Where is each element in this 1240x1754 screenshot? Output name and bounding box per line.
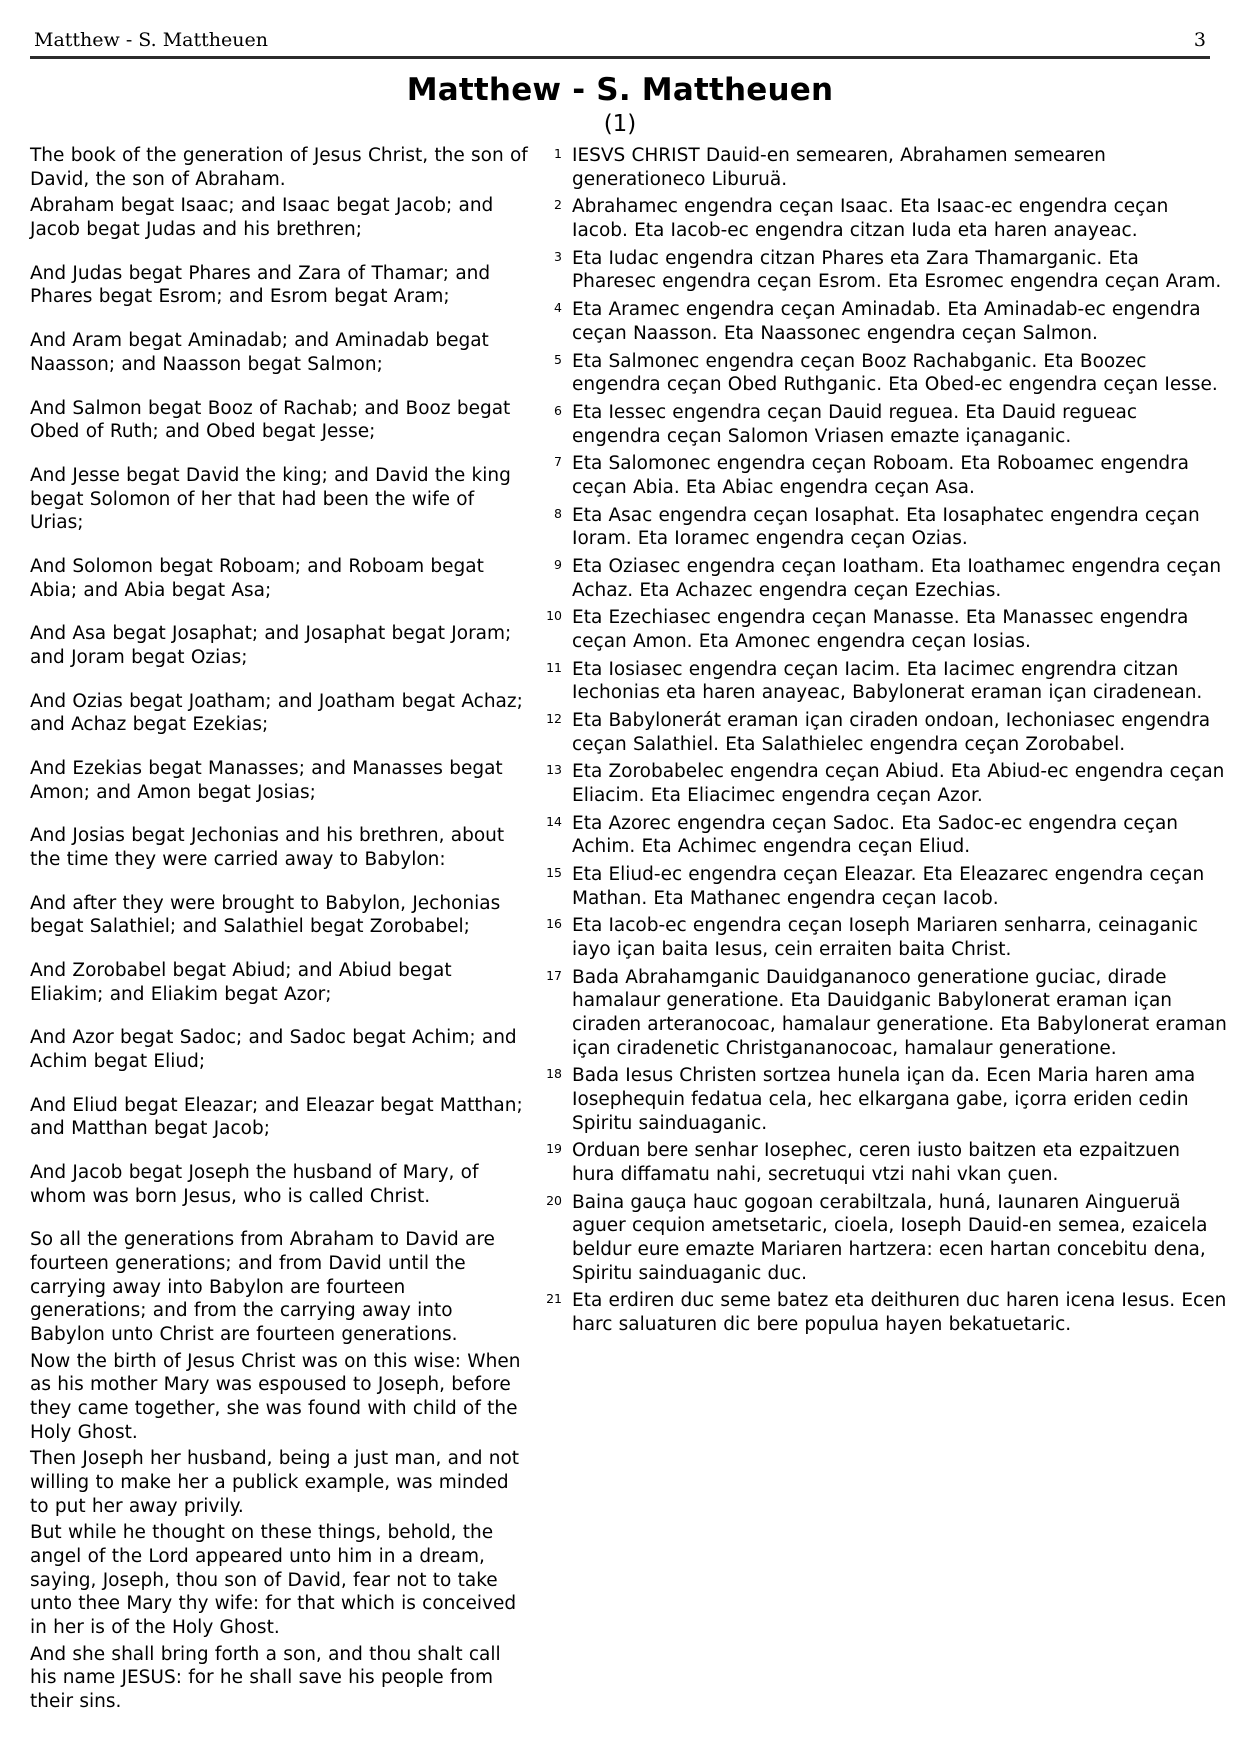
verse-english: And Aram begat Aminadab; and Aminadab begat Naasson; and Naasson begat Salmon; bbox=[30, 330, 489, 375]
verse-basque-row bbox=[538, 555, 1228, 602]
verse-basque: Eta Salmonec engendra ceçan Booz Rachabganic. Eta Boozec engendra ceçan Obed Ruthganic. Eta Obed-ec engendra ceçan Iesse. bbox=[572, 350, 1218, 396]
verse-basque-row bbox=[538, 452, 1228, 499]
verse-basque: Eta Iessec engendra ceçan Dauid reguea. Eta Dauid regueac engendra ceçan Salomon Vriasen emazte içanaganic. bbox=[572, 401, 1138, 447]
verse-basque-row bbox=[538, 658, 1228, 705]
verse-number: 12 bbox=[546, 710, 562, 726]
verse-number: 2 bbox=[554, 197, 562, 213]
verse-basque: Baina gauça hauc gogoan cerabiltzala, huná, Iaunaren Aingueruä aguer cequion ametsetaric, cioela, Ioseph Dauid-en semea, ezaicela beldur eure emazte Mariaren hartzera: ecen hartan concebitu dena, Spiritu sainduaganic duc. bbox=[572, 1191, 1208, 1284]
verse-number: 6 bbox=[554, 402, 562, 418]
verse-english: And Ezekias begat Manasses; and Manasses begat Amon; and Amon begat Josias; bbox=[30, 757, 503, 803]
verse-english: And after they were brought to Babylon, Jechonias begat Salathiel; and Salathiel begat Zorobabel; bbox=[30, 892, 501, 938]
verse-number: 8 bbox=[554, 505, 562, 521]
verse-basque-row bbox=[538, 504, 1228, 551]
verse-basque-row bbox=[538, 401, 1228, 448]
verse-basque: Eta Oziasec engendra ceçan Ioatham. Eta Ioathamec engendra ceçan Achaz. Eta Achazec engendra ceçan Ezechias. bbox=[572, 555, 1222, 601]
verse-english: So all the generations from Abraham to David are fourteen generations; and from David until the carrying away into Babylon are fourteen generations; and from the carrying away into Babylon unto Christ are fourteen generations. bbox=[30, 1229, 495, 1345]
verse-basque-row bbox=[538, 298, 1228, 345]
verse-number: 4 bbox=[554, 300, 562, 316]
verse-basque: Abrahamec engendra ceçan Isaac. Eta Isaac-ec engendra ceçan Iacob. Eta Iacob-ec engendra citzan Iuda eta haren anayeac. bbox=[572, 196, 1169, 242]
verse-basque-row bbox=[538, 195, 1228, 242]
verse-english: And Eliud begat Eleazar; and Eleazar begat Matthan; and Matthan begat Jacob; bbox=[30, 1094, 523, 1140]
verse-basque-row bbox=[538, 247, 1228, 294]
verse-english: And she shall bring forth a son, and thou shalt call his name JESUS: for he shall save his people from their sins. bbox=[30, 1643, 501, 1713]
verse-english: And Judas begat Phares and Zara of Thamar; and Phares begat Esrom; and Esrom begat Aram; bbox=[30, 262, 491, 308]
verse-number: 16 bbox=[546, 916, 562, 932]
verse-english: And Salmon begat Booz of Rachab; and Booz begat Obed of Ruth; and Obed begat Jesse; bbox=[30, 397, 511, 443]
header-rule bbox=[30, 56, 1210, 59]
verse-basque: Eta Asac engendra ceçan Iosaphat. Eta Iosaphatec engendra ceçan Ioram. Eta Ioramec engendra ceçan Ozias. bbox=[572, 504, 1200, 550]
verse-number: 5 bbox=[554, 351, 562, 367]
verse-basque-row bbox=[538, 966, 1228, 1061]
verse-basque: Eta Babylonerát eraman içan ciraden ondoan, Iechoniasec engendra ceçan Salathiel. Eta Salathielec engendra ceçan Zorobabel. bbox=[572, 709, 1211, 755]
verse-number: 15 bbox=[546, 864, 562, 880]
column-english bbox=[30, 144, 538, 1717]
verse-english: And Asa begat Josaphat; and Josaphat begat Joram; and Joram begat Ozias; bbox=[30, 623, 512, 668]
verse-basque: Bada Iesus Christen sortzea hunela içan da. Ecen Maria haren ama Iosephequin fedatua cela, hec elkargana gabe, içorra eriden cedin Spiritu sainduaganic. bbox=[572, 1065, 1196, 1134]
verse-basque-row bbox=[538, 606, 1228, 653]
verse-number: 14 bbox=[546, 813, 562, 829]
verse-english: And Azor begat Sadoc; and Sadoc begat Achim; and Achim begat Eliud; bbox=[30, 1027, 517, 1072]
running-header-title: Matthew - S. Mattheuen bbox=[34, 29, 268, 51]
verse-english: And Jacob begat Joseph the husband of Mary, of whom was born Jesus, who is called Christ. bbox=[30, 1161, 479, 1207]
verse-english: And Solomon begat Roboam; and Roboam begat Abia; and Abia begat Asa; bbox=[30, 555, 484, 601]
verse-basque: Eta erdiren duc seme batez eta deithuren duc haren icena Iesus. Ecen harc saluaturen dic bere populua hayen bekatuetaric. bbox=[572, 1290, 1227, 1336]
verse-basque: Eta Azorec engendra ceçan Sadoc. Eta Sadoc-ec engendra ceçan Achim. Eta Achimec engendra ceçan Eliud. bbox=[572, 812, 1179, 858]
page-number: 3 bbox=[1193, 29, 1206, 51]
verse-basque-row bbox=[538, 350, 1228, 397]
verse-basque-row bbox=[538, 1139, 1228, 1186]
verse-basque: Eta Eliud-ec engendra ceçan Eleazar. Eta Eleazarec engendra ceçan Mathan. Eta Mathanec engendra ceçan Iacob. bbox=[572, 863, 1205, 909]
verse-number: 20 bbox=[546, 1192, 562, 1208]
parallel-columns bbox=[30, 144, 1227, 1717]
verse-number: 18 bbox=[546, 1066, 562, 1082]
verse-basque: Eta Iosiasec engendra ceçan Iacim. Eta Iacimec engrendra citzan Iechonias eta haren anayeac, Babylonerat eraman içan ciradenean. bbox=[572, 658, 1203, 704]
verse-basque-row bbox=[538, 914, 1228, 961]
chapter-label: (1) bbox=[603, 110, 637, 137]
verse-number: 10 bbox=[546, 608, 562, 624]
verse-basque: Eta Iudac engendra citzan Phares eta Zara Thamarganic. Eta Pharesec engendra ceçan Esrom. Eta Esromec engendra ceçan Aram. bbox=[572, 247, 1222, 293]
verse-english: And Ozias begat Joatham; and Joatham begat Achaz; and Achaz begat Ezekias; bbox=[30, 690, 523, 736]
verse-number: 21 bbox=[546, 1291, 562, 1307]
verse-number: 9 bbox=[554, 556, 562, 572]
verse-english: Then Joseph her husband, being a just man, and not willing to make her a publick example, was minded to put her away privily. bbox=[30, 1448, 520, 1517]
verse-basque: Eta Aramec engendra ceçan Aminadab. Eta Aminadab-ec engendra ceçan Naasson. Eta Naassonec engendra ceçan Salmon. bbox=[572, 299, 1201, 344]
verse-basque: Eta Zorobabelec engendra ceçan Abiud. Eta Abiud-ec engendra ceçan Eliacim. Eta Eliacimec engendra ceçan Azor. bbox=[572, 761, 1225, 806]
verse-number: 17 bbox=[546, 967, 562, 983]
running-header bbox=[30, 30, 1210, 56]
column-basque bbox=[538, 144, 1228, 1341]
verse-number: 3 bbox=[554, 248, 562, 264]
verse-english: Abraham begat Isaac; and Isaac begat Jacob; and Jacob begat Judas and his brethren; bbox=[30, 195, 494, 241]
verse-number: 1 bbox=[554, 146, 562, 162]
verse-english: And Zorobabel begat Abiud; and Abiud begat Eliakim; and Eliakim begat Azor; bbox=[30, 959, 452, 1005]
verse-basque-row bbox=[538, 144, 1228, 191]
verse-english: But while he thought on these things, behold, the angel of the Lord appeared unto him in a dream, saying, Joseph, thou son of David, fear not to take unto thee Mary thy wife: for that which is conceived in her is of the Holy Ghost. bbox=[30, 1522, 517, 1639]
verse-basque-row bbox=[538, 1289, 1228, 1336]
verse-basque-row bbox=[538, 1191, 1228, 1286]
verse-basque-row bbox=[538, 709, 1228, 756]
verse-basque: Bada Abrahamganic Dauidgananoco generatione guciac, dirade hamalaur generatione. Eta Dauidganic Babylonerat eraman içan ciraden arteranocoac, hamalaur generatione. Eta Babylonerat eraman içan ciradenetic Christgananocoac, hamalaur generatione. bbox=[572, 966, 1227, 1059]
verse-basque: Eta Salomonec engendra ceçan Roboam. Eta Roboamec engendra ceçan Abia. Eta Abiac engendra ceçan Asa. bbox=[572, 453, 1190, 498]
page-title: Matthew - S. Mattheuen bbox=[406, 71, 834, 108]
verse-number: 7 bbox=[554, 454, 562, 470]
verse-basque: IESVS CHRIST Dauid-en semearen, Abrahamen semearen generationeco Liburuä. bbox=[572, 145, 1106, 190]
verse-basque: Orduan bere senhar Iosephec, ceren iusto baitzen eta ezpaitzuen hura diffamatu nahi, secretuqui vtzi nahi vkan çuen. bbox=[572, 1140, 1180, 1185]
verse-english: And Jesse begat David the king; and David the king begat Solomon of her that had been the wife of Urias; bbox=[30, 464, 511, 534]
verse-basque-row bbox=[538, 1064, 1228, 1135]
verse-basque: Eta Iacob-ec engendra ceçan Ioseph Mariaren senharra, ceinaganic iayo içan baita Iesus, cein erraiten baita Christ. bbox=[572, 915, 1198, 960]
verse-english: And Josias begat Jechonias and his brethren, about the time they were carried away to Babylon: bbox=[30, 825, 505, 870]
verse-english: The book of the generation of Jesus Christ, the son of David, the son of Abraham. bbox=[30, 145, 528, 190]
verse-number: 13 bbox=[546, 762, 562, 778]
verse-basque: Eta Ezechiasec engendra ceçan Manasse. Eta Manassec engendra ceçan Amon. Eta Amonec engendra ceçan Iosias. bbox=[572, 607, 1189, 652]
verse-number: 11 bbox=[546, 659, 562, 675]
verse-basque-row bbox=[538, 863, 1228, 910]
verse-number: 19 bbox=[546, 1141, 562, 1157]
verse-basque-row bbox=[538, 812, 1228, 859]
verse-english: Now the birth of Jesus Christ was on this wise: When as his mother Mary was espoused to Joseph, before they came together, she was found with child of the Holy Ghost. bbox=[30, 1350, 521, 1443]
verse-basque-row bbox=[538, 760, 1228, 807]
